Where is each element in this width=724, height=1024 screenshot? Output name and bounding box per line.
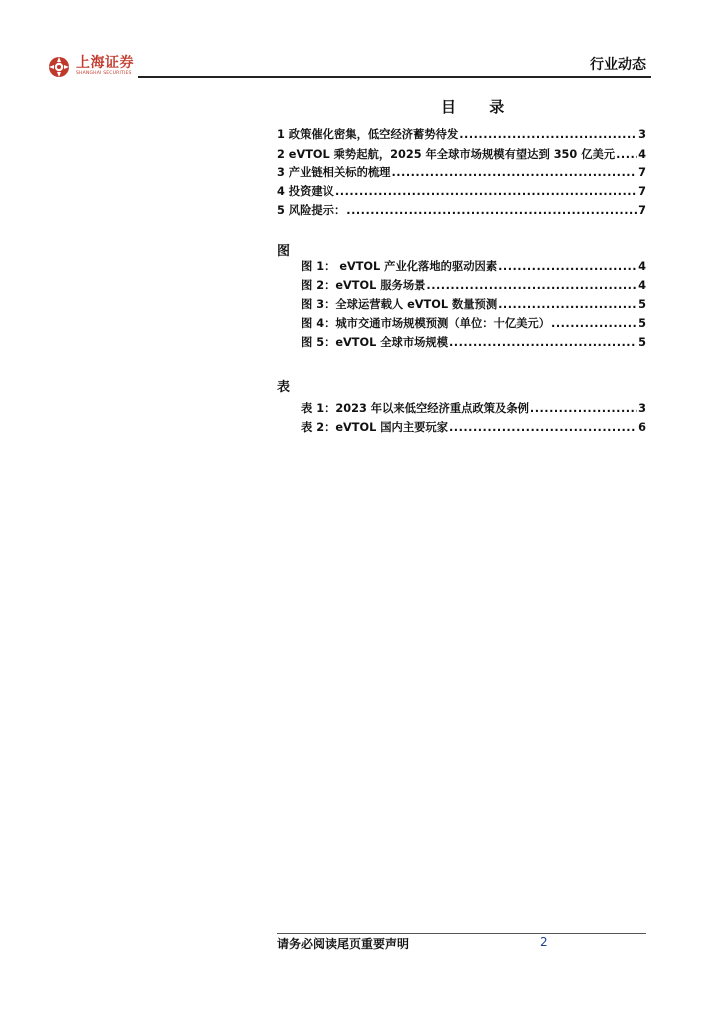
dot-leader	[551, 316, 637, 331]
figure-entry-page: 5	[638, 317, 646, 330]
toc-entry-label: 3 产业链相关标的梳理	[277, 166, 391, 179]
toc-entry[interactable]	[277, 184, 646, 199]
disclaimer-note: 请务必阅读尾页重要声明	[277, 937, 410, 951]
dot-leader	[426, 278, 637, 293]
page-number: 2	[540, 935, 548, 949]
toc-entry[interactable]	[277, 165, 646, 180]
figures-heading: 图	[277, 244, 291, 259]
dot-leader	[391, 165, 637, 180]
table-entry-page: 6	[638, 421, 646, 434]
toc-entry-page: 7	[638, 166, 646, 179]
toc-entry[interactable]	[277, 203, 646, 218]
dot-leader	[498, 297, 637, 312]
dot-leader	[346, 203, 637, 218]
table-entry-page: 3	[638, 402, 646, 415]
logo-emblem-icon	[48, 56, 70, 78]
table-entry[interactable]	[301, 401, 646, 416]
dot-leader	[530, 401, 637, 416]
figure-entry[interactable]	[301, 278, 646, 293]
table-entry-label: 表 2：eVTOL 国内主要玩家	[301, 421, 449, 434]
figure-entry-label: 图 2：eVTOL 服务场景	[301, 279, 426, 292]
figure-entry[interactable]	[301, 297, 646, 312]
logo-english-name: SHANGHAI SECURITIES	[76, 71, 132, 76]
table-entry-label: 表 1：2023 年以来低空经济重点政策及条例	[301, 402, 529, 415]
toc-entry-page: 7	[638, 204, 646, 217]
toc-entry-page: 7	[638, 185, 646, 198]
toc-entry-label: 4 投资建议	[277, 185, 334, 198]
toc-entry-page: 3	[638, 128, 646, 141]
figure-entry-label: 图 5：eVTOL 全球市场规模	[301, 336, 449, 349]
toc-entry-label: 2 eVTOL 乘势起航，2025 年全球市场规模有望达到 350 亿美元	[277, 148, 616, 161]
footer-divider	[277, 933, 646, 934]
header-divider	[138, 76, 651, 78]
figure-entry[interactable]	[301, 259, 646, 274]
figure-entry[interactable]	[301, 335, 646, 350]
figure-entry-page: 5	[638, 298, 646, 311]
company-logo	[48, 55, 134, 81]
logo-chinese-name: 上海证券	[76, 55, 134, 71]
figure-entry-page: 5	[638, 336, 646, 349]
figure-entry-label: 图 4：城市交通市场规模预测（单位：十亿美元）	[301, 317, 551, 330]
figure-entry-page: 4	[638, 260, 646, 273]
dot-leader	[335, 184, 637, 199]
dot-leader	[498, 259, 637, 274]
toc-entry-label: 5 风险提示：	[277, 204, 346, 217]
dot-leader	[459, 127, 637, 142]
toc-entry[interactable]	[277, 127, 646, 142]
toc-title: 目 录	[441, 98, 519, 116]
figure-entry-page: 4	[638, 279, 646, 292]
dot-leader	[449, 420, 637, 435]
dot-leader	[616, 147, 637, 162]
dot-leader	[449, 335, 637, 350]
figure-entry-label: 图 1： eVTOL 产业化落地的驱动因素	[301, 260, 498, 273]
toc-entry[interactable]	[277, 147, 646, 162]
document-type-label: 行业动态	[590, 57, 646, 73]
figure-entry[interactable]	[301, 316, 646, 331]
toc-entry-label: 1 政策催化密集，低空经济蓄势待发	[277, 128, 459, 141]
toc-entry-page: 4	[638, 148, 646, 161]
figure-entry-label: 图 3：全球运营载人 eVTOL 数量预测	[301, 298, 498, 311]
tables-heading: 表	[277, 380, 291, 395]
table-entry[interactable]	[301, 420, 646, 435]
